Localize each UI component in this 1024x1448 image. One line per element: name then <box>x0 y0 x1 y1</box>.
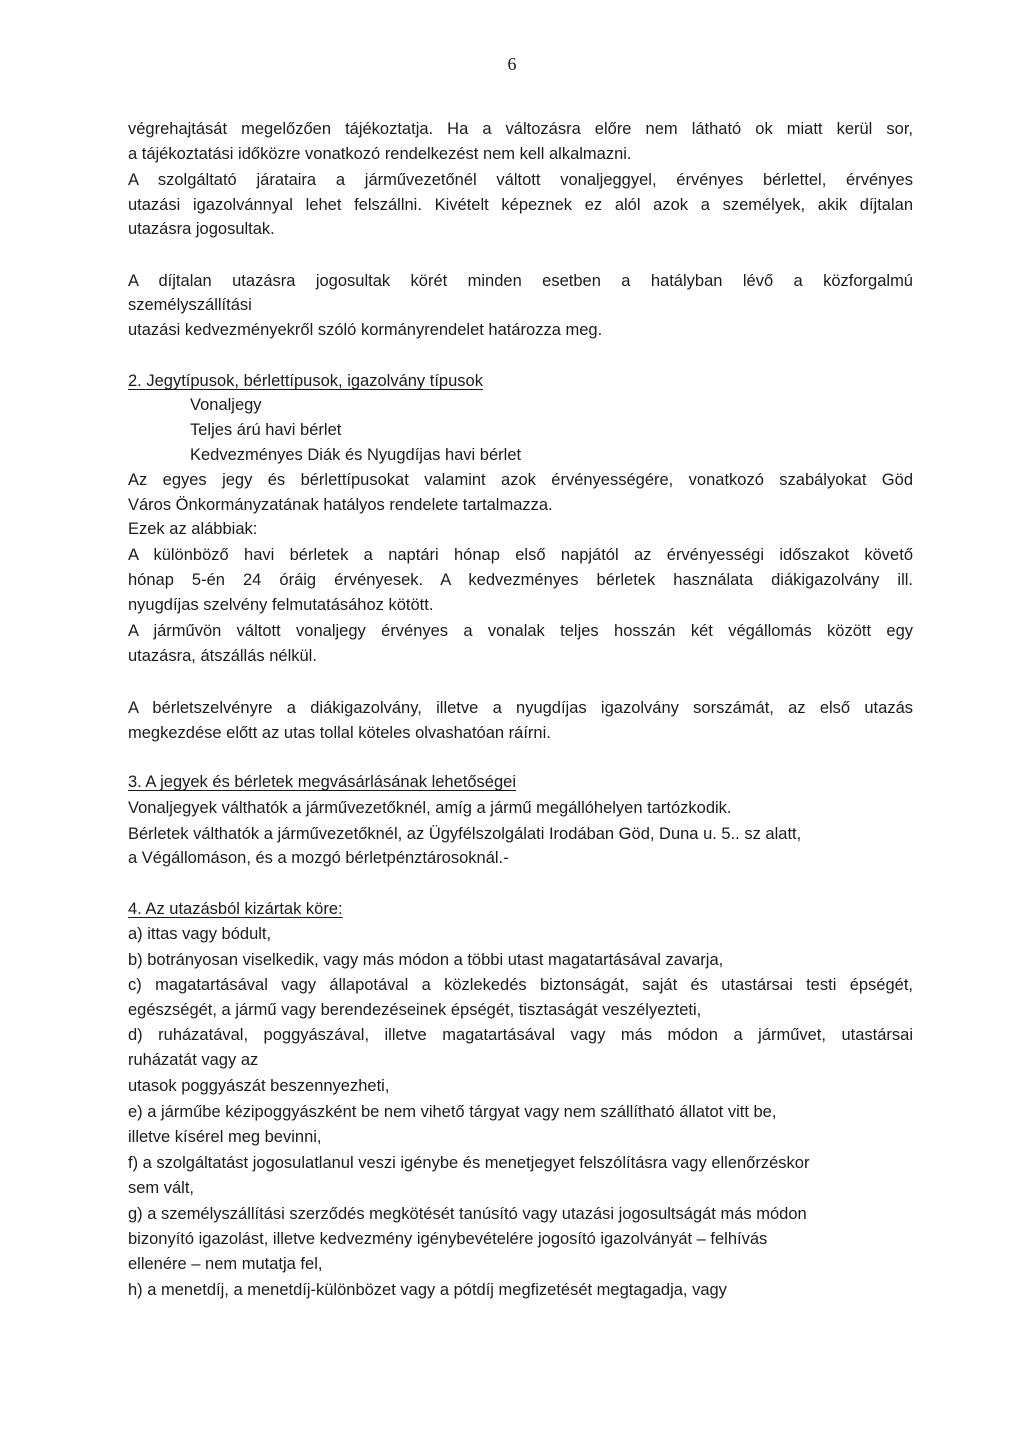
text-line: személyszállítási <box>128 296 252 314</box>
page-number: 6 <box>507 54 517 74</box>
text-line: A járművön váltott vonaljegy érvényes a vonalak teljes hosszán két végállomás között egy <box>128 622 913 640</box>
text-line: Vonaljegy <box>190 396 262 414</box>
text-line: A szolgáltató járataira a járművezetőnél váltott vonaljeggyel, érvényes bérlettel, érvényes <box>128 171 913 189</box>
text-line: e) a járműbe kézipoggyászként be nem vihető tárgyat vagy nem szállítható állatot vitt be, <box>128 1103 777 1121</box>
text-line: Város Önkormányzatának hatályos rendelete tartalmazza. <box>128 496 553 514</box>
text-line: hónap 5-én 24 óráig érvényesek. A kedvezményes bérletek használata diákigazolvány ill. <box>128 571 913 589</box>
text-line: a) ittas vagy bódult, <box>128 925 272 943</box>
text-line: végrehajtását megelőzően tájékoztatja. Ha a változásra előre nem látható ok miatt kerül sor, <box>128 120 913 138</box>
section-heading: 3. A jegyek és bérletek megvásárlásának lehetőségei <box>128 773 516 791</box>
text-line: bizonyító igazolást, illetve kedvezmény igénybevételére jogosító igazolványát – felhívás <box>128 1230 768 1248</box>
text-line: egészségét, a jármű vagy berendezéseinek épségét, tisztaságát veszélyezteti, <box>128 1001 702 1019</box>
text-line: utazási kedvezményekről szóló kormányrendelet határozza meg. <box>128 321 603 339</box>
section-heading: 2. Jegytípusok, bérlettípusok, igazolvány típusok <box>128 372 483 390</box>
text-line: ellenére – nem mutatja fel, <box>128 1255 323 1273</box>
text-line: g) a személyszállítási szerződés megkötését tanúsító vagy utazási jogosultságát más módon <box>128 1205 807 1223</box>
text-line: Teljes árú havi bérlet <box>190 421 342 439</box>
text-line: Bérletek válthatók a járművezetőknél, az Ügyfélszolgálati Irodában Göd, Duna u. 5.. sz alatt, <box>128 825 802 843</box>
text-line: utazásra, átszállás nélkül. <box>128 647 317 665</box>
text-line: utazásra jogosultak. <box>128 220 275 238</box>
text-line: Kedvezményes Diák és Nyugdíjas havi bérlet <box>190 446 522 464</box>
text-line: utasok poggyászát beszennyezheti, <box>128 1077 390 1095</box>
text-line: illetve kísérel meg bevinni, <box>128 1128 322 1146</box>
text-line: A bérletszelvényre a diákigazolvány, illetve a nyugdíjas igazolvány sorszámát, az első utazás <box>128 699 913 717</box>
text-line: nyugdíjas szelvény felmutatásához kötött. <box>128 596 434 614</box>
text-line: utazási igazolvánnyal lehet felszállni. Kivételt képeznek ez alól azok a személyek, akik díjtalan <box>128 196 913 214</box>
text-line: A díjtalan utazásra jogosultak körét minden esetben a hatályban lévő a közforgalmú <box>128 272 913 290</box>
text-line: sem vált, <box>128 1179 195 1197</box>
text-line: a Végállomáson, és a mozgó bérletpénztárosoknál.- <box>128 849 509 867</box>
text-line: h) a menetdíj, a menetdíj-különbözet vagy a pótdíj megfizetését megtagadja, vagy <box>128 1281 727 1299</box>
text-line: A különböző havi bérletek a naptári hónap első napjától az érvényességi időszakot követő <box>128 546 913 564</box>
text-line: f) a szolgáltatást jogosulatlanul veszi igénybe és menetjegyet felszólításra vagy ellenőrzéskor <box>128 1154 810 1172</box>
text-line: megkezdése előtt az utas tollal köteles olvashatóan ráírni. <box>128 724 551 742</box>
text-line: Az egyes jegy és bérlettípusokat valamint azok érvényességére, vonatkozó szabályokat Göd <box>128 471 913 489</box>
text-line: d) ruházatával, poggyászával, illetve magatartásával vagy más módon a járművet, utastársai <box>128 1026 913 1044</box>
text-line: a tájékoztatási időközre vonatkozó rendelkezést nem kell alkalmazni. <box>128 145 632 163</box>
text-line: c) magatartásával vagy állapotával a közlekedés biztonságát, saját és utastársai testi épségét, <box>128 976 913 994</box>
text-line: ruházatát vagy az <box>128 1051 259 1069</box>
text-line: Ezek az alábbiak: <box>128 520 258 538</box>
section-heading: 4. Az utazásból kizártak köre: <box>128 900 343 918</box>
text-line: b) botrányosan viselkedik, vagy más módon a többi utast magatartásával zavarja, <box>128 951 724 969</box>
text-line: Vonaljegyek válthatók a járművezetőknél, amíg a jármű megállóhelyen tartózkodik. <box>128 799 732 817</box>
